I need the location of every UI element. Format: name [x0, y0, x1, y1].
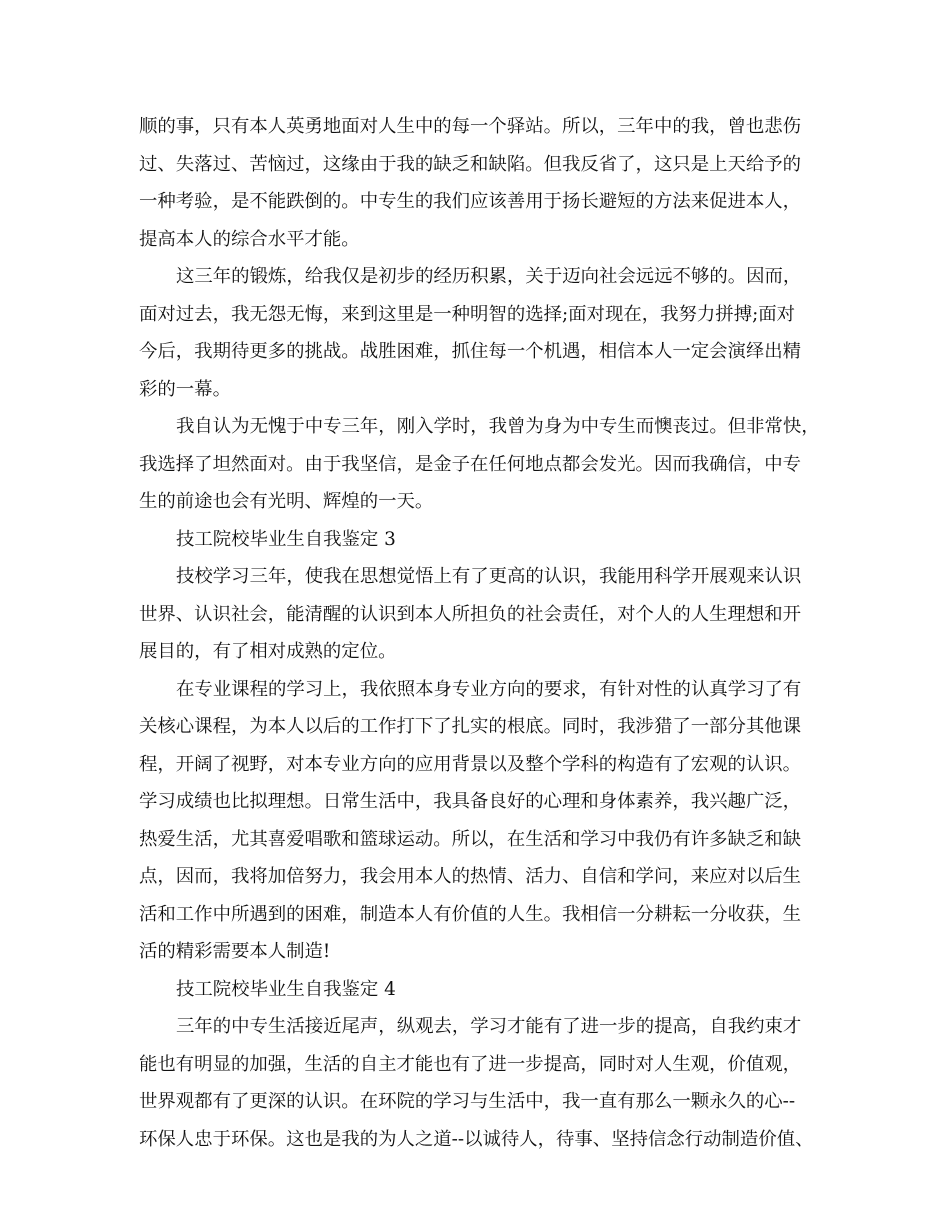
- text-line: 程，开阔了视野，对本专业方向的应用背景以及整个学科的构造有了宏观的认识。: [139, 753, 802, 775]
- text-line: 热爱生活，尤其喜爱唱歌和篮球运动。所以，在生活和学习中我仍有许多缺乏和缺: [139, 828, 802, 850]
- text-line: 技校学习三年，使我在思想觉悟上有了更高的认识，我能用科学开展观来认识: [176, 566, 802, 587]
- text-line: 点，因而，我将加倍努力，我会用本人的热情、活力、自信和学问，来应对以后生: [139, 866, 802, 887]
- text-line: 我自认为无愧于中专三年，刚入学时，我曾为身为中专生而懊丧过。但非常快，: [176, 416, 820, 437]
- text-line: 过、失落过、苦恼过，这缘由于我的缺乏和缺陷。但我反省了，这只是上天给予的: [139, 153, 802, 175]
- text-line: 一种考验，是不能跌倒的。中专生的我们应该善用于扬长避短的方法来促进本人，: [139, 191, 802, 212]
- text-line: 今后，我期待更多的挑战。战胜困难，抓住每一个机遇，相信本人一定会演绎出精: [139, 341, 802, 362]
- text-line: 彩的一幕。: [139, 378, 231, 400]
- text-line: 能也有明显的加强，生活的自主才能也有了进一步提高，同时对人生观，价值观，: [139, 1053, 802, 1075]
- text-line: 关核心课程，为本人以后的工作打下了扎实的根底。同时，我涉猎了一部分其他课: [139, 716, 802, 737]
- text-line: 世界、认识社会，能清醒的认识到本人所担负的社会责任，对个人的人生理想和开: [139, 603, 802, 625]
- text-line: 生的前途也会有光明、辉煌的一天。: [139, 491, 434, 512]
- text-line: 面对过去，我无怨无悔，来到这里是一种明智的选择;面对现在，我努力拼搏;面对: [139, 303, 796, 325]
- document-body: [139, 108, 819, 1158]
- text-line: 技工院校毕业生自我鉴定 4: [176, 978, 396, 1000]
- text-line: 提高本人的综合水平才能。: [139, 228, 360, 250]
- text-line: 在专业课程的学习上，我依照本身专业方向的要求，有针对性的认真学习了有: [176, 678, 802, 700]
- text-line: 三年的中专生活接近尾声，纵观去，学习才能有了进一步的提高，自我约束才: [176, 1016, 802, 1037]
- text-line: 世界观都有了更深的认识。在环院的学习与生活中，我一直有那么一颗永久的心--: [139, 1091, 796, 1112]
- text-line: 学习成绩也比拟理想。日常生活中，我具备良好的心理和身体素养，我兴趣广泛，: [139, 791, 802, 812]
- text-line: 活的精彩需要本人制造!: [139, 941, 331, 962]
- text-line: 顺的事，只有本人英勇地面对人生中的每一个驿站。所以，三年中的我，曾也悲伤: [139, 116, 802, 137]
- text-line: 我选择了坦然面对。由于我坚信，是金子在任何地点都会发光。因而我确信，中专: [139, 453, 802, 475]
- text-line: 这三年的锻炼，给我仅是初步的经历积累，关于迈向社会远远不够的。因而，: [176, 266, 802, 287]
- text-line: 展目的，有了相对成熟的定位。: [139, 641, 397, 662]
- text-line: 环保人忠于环保。这也是我的为人之道--以诚待人，待事、坚持信念行动制造价值、: [139, 1128, 814, 1150]
- text-line: 技工院校毕业生自我鉴定 3: [176, 528, 396, 550]
- text-line: 活和工作中所遇到的困难，制造本人有价值的人生。我相信一分耕耘一分收获，生: [139, 903, 802, 925]
